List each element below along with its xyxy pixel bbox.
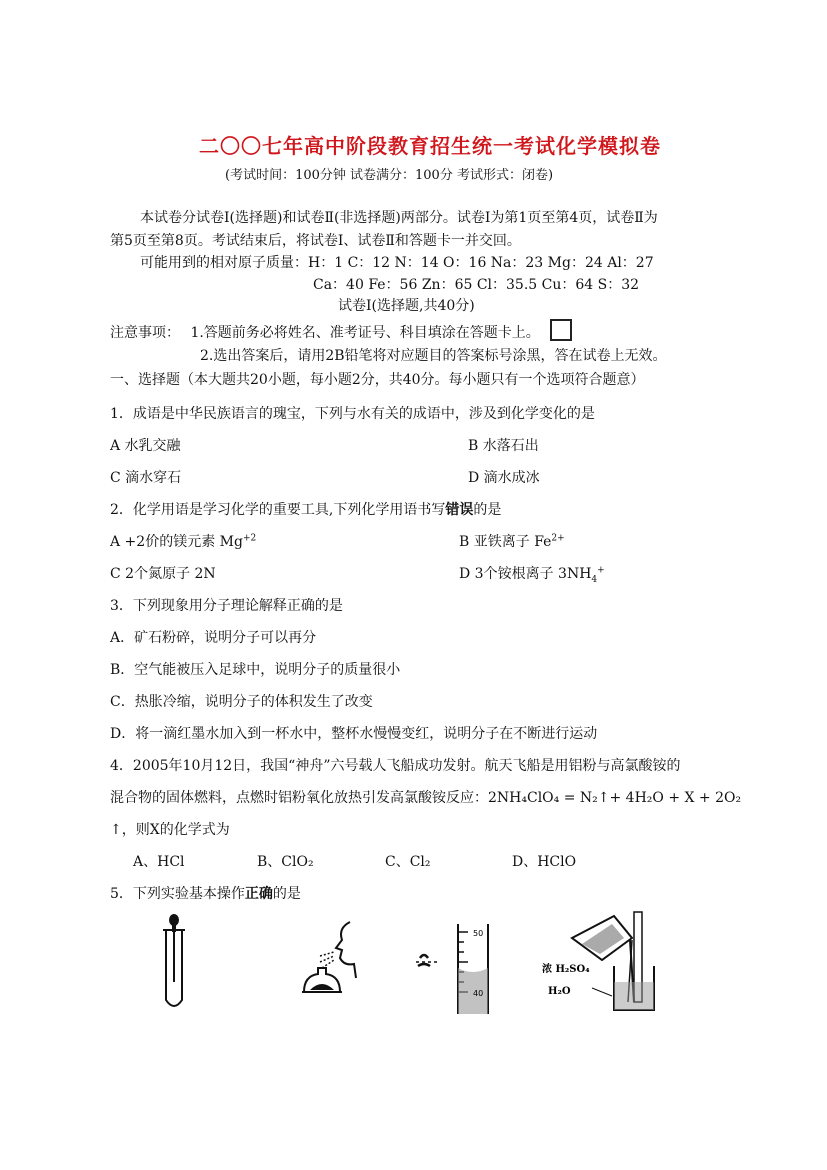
smelling-gas-figure [292,918,372,1008]
note-item-1: 1.答题前务必将姓名、准考证号、科目填涂在答题卡上。 [190,325,540,341]
q2-option-b-text: B 亚铁离子 Fe [459,534,552,550]
q3-option-d: D．将一滴红墨水加入到一杯水中，整杯水慢慢变红，说明分子在不断进行运动 [110,726,598,742]
q4-option-c: C、Cl₂ [385,854,431,870]
acid-label: 浓 H₂SO₄ [542,964,590,975]
q3-option-b: B．空气能被压入足球中，说明分子的质量很小 [110,662,401,678]
intro-line-1: 本试卷分试卷Ⅰ(选择题)和试卷Ⅱ(非选择题)两部分。试卷Ⅰ为第1页至第4页，试卷Ⅱ为 [140,210,658,226]
q1-option-d: D 滴水成冰 [468,470,540,486]
q2-option-a [110,531,256,551]
cylinder-mark-40: 40 [473,989,484,998]
water-label: H₂O [548,986,571,997]
q1-option-a: A 水乳交融 [110,438,181,454]
q1-option-c: C 滴水穿石 [110,470,182,486]
intro-line-2: 第5页至第8页。考试结束后，将试卷Ⅰ、试卷Ⅱ和答题卡一并交回。 [110,233,521,249]
q2-option-a-text: A +2价的镁元素 Mg [110,534,243,550]
acid-dilution-figure [542,910,672,1020]
q4-line-3: ↑，则X的化学式为 [110,822,230,838]
q1-option-b: B 水落石出 [468,438,539,454]
q2-stem [110,499,501,519]
q5-stem-end: 的是 [272,886,301,902]
q2-option-b-charge: 2+ [551,533,565,544]
q3-option-c: C．热胀冷缩，说明分子的体积发生了改变 [110,694,373,710]
q4-option-d: D、HClO [512,854,577,870]
q4-line-2: 混合物的固体燃料，点燃时铝粉氧化放热引发高氯酸铵反应：2NH₄ClO₄ = N₂↑+ 4H₂O + X + 2O₂ [110,790,742,806]
q2-stem-end: 的是 [473,502,502,518]
q5-stem [110,883,301,903]
exam-info: (考试时间：100分钟 试卷满分：100分 考试形式：闭卷) [225,168,554,183]
paper1-heading: 试卷Ⅰ(选择题,共40分) [338,298,475,314]
q4-option-b: B、ClO₂ [257,854,314,870]
q3-stem: 3．下列现象用分子理论解释正确的是 [110,598,343,614]
q1-stem: 1．成语是中华民族语言的瑰宝，下列与水有关的成语中，涉及到化学变化的是 [110,406,595,422]
q5-stem-emphasis: 正确 [244,886,273,902]
q2-option-d-charge: + [597,565,605,576]
page-title: 二〇〇七年高中阶段教育招生统一考试化学模拟卷 [199,134,661,158]
notes-label: 注意事项： [110,325,180,341]
cylinder-mark-50: 50 [473,929,484,938]
dropper-test-tube-figure [150,912,200,1012]
q2-option-d-text: D 3个铵根离子 3NH [459,566,592,582]
notes-line-1 [110,319,572,342]
graduated-cylinder-figure [410,918,500,1018]
q2-option-b [459,531,565,551]
q2-stem-emphasis: 错误 [445,502,474,518]
q2-option-d [459,563,605,585]
atomic-mass-line-2: Ca：40 Fe：56 Zn：65 Cl：35.5 Cu：64 S：32 [313,277,640,293]
q2-option-a-charge: +2 [242,533,257,544]
q4-line-1: 4．2005年10月12日，我国“神舟”六号载人飞船成功发射。航天飞船是用铝粉与高氯酸铵的 [110,758,681,774]
section1-heading: 一、选择题（本大题共20小题，每小题2分，共40分。每小题只有一个选项符合题意） [110,372,645,388]
atomic-mass-line-1: 可能用到的相对原子质量：H：1 C：12 N：14 O：16 Na：23 Mg：24 Al：27 [140,255,654,271]
q2-option-d-subscript: 4 [591,574,598,585]
q4-option-a: A、HCl [133,854,185,870]
note-item-2: 2.选出答案后，请用2B铅笔将对应题目的答案标号涂黑，答在试卷上无效。 [200,348,667,364]
q2-stem-text: 2．化学用语是学习化学的重要工具,下列化学用语书写 [110,502,446,518]
q5-stem-text: 5．下列实验基本操作 [110,886,245,902]
q2-option-c: C 2个氮原子 2N [110,566,216,582]
answer-checkbox[interactable] [550,319,572,341]
q3-option-a: A．矿石粉碎，说明分子可以再分 [110,630,317,646]
